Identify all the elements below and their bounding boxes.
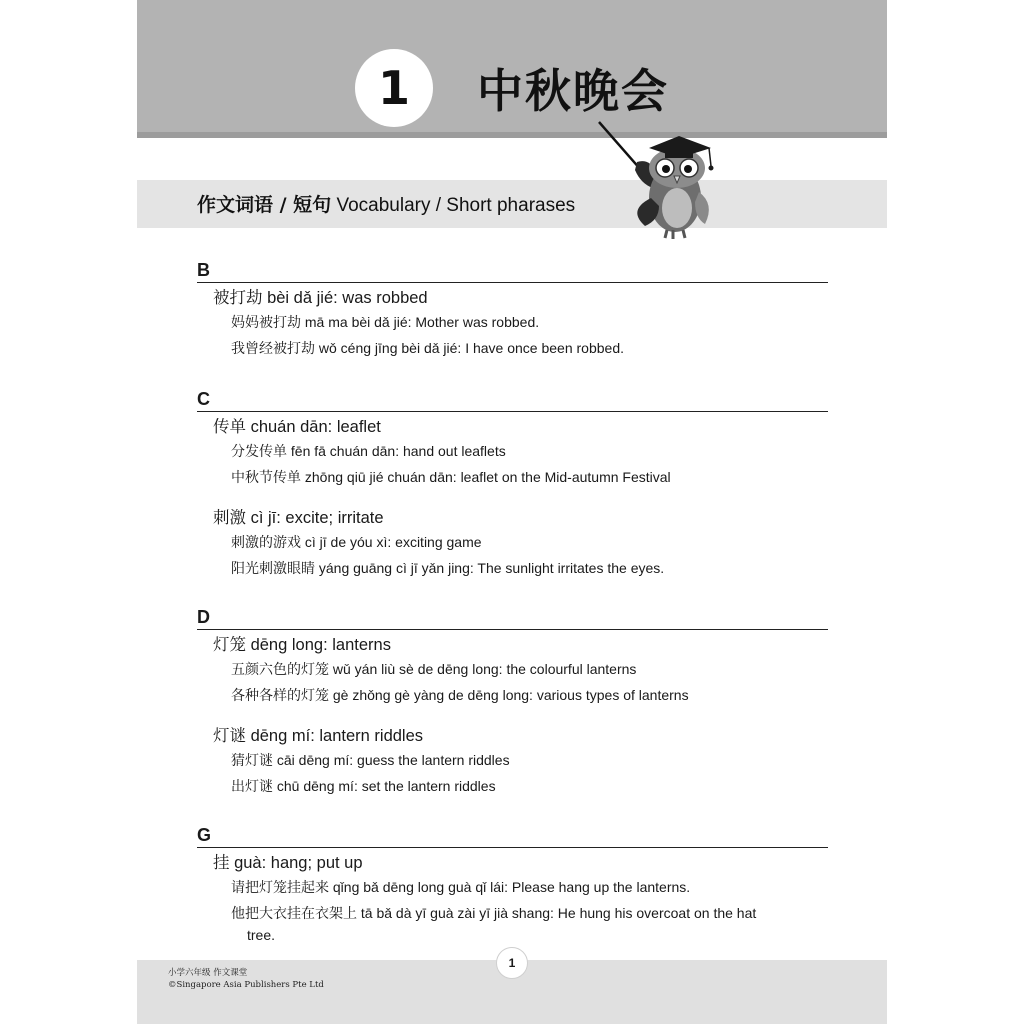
example-translation: wǔ yán liù sè de dēng long: the colourful lanterns bbox=[329, 661, 637, 677]
example-chinese: 他把大衣挂在衣架上 bbox=[231, 905, 357, 922]
vocab-heading-english: Vocabulary / Short pharases bbox=[336, 195, 576, 216]
section-letter: C bbox=[197, 388, 828, 412]
vocab-entry bbox=[213, 724, 828, 799]
example-chinese: 分发传单 bbox=[231, 444, 287, 460]
example-line bbox=[231, 336, 828, 362]
example-translation: wǒ céng jīng bèi dǎ jié: I have once been robbed. bbox=[315, 339, 624, 356]
section-c bbox=[197, 388, 828, 581]
example-line bbox=[231, 748, 828, 774]
header-band-edge bbox=[137, 132, 887, 138]
example-chinese: 妈妈被打劫 bbox=[231, 315, 301, 331]
entry-headword: 被打劫 bèi dǎ jié: was robbed bbox=[213, 289, 428, 307]
example-line bbox=[231, 901, 828, 927]
example-line bbox=[231, 875, 828, 901]
example-chinese: 刺激的游戏 bbox=[231, 535, 301, 551]
example-chinese: 出灯谜 bbox=[231, 778, 273, 795]
example-line bbox=[231, 657, 828, 683]
example-chinese: 五颜六色的灯笼 bbox=[231, 662, 329, 678]
entry-headword: 灯谜 dēng mí: lantern riddles bbox=[213, 727, 424, 745]
example-chinese: 我曾经被打劫 bbox=[231, 340, 315, 357]
section-g bbox=[197, 824, 828, 944]
entry-headword: 灯笼 dēng long: lanterns bbox=[213, 636, 391, 654]
owl-mascot-icon bbox=[597, 118, 747, 243]
copyright-notice: ©Singapore Asia Publishers Pte Ltd bbox=[168, 980, 324, 990]
example-line bbox=[231, 530, 828, 556]
example-translation: gè zhǒng gè yàng de dēng long: various types of lanterns bbox=[329, 686, 689, 703]
vocab-entry bbox=[213, 851, 828, 944]
example-line bbox=[231, 774, 828, 800]
example-translation: zhōng qiū jié chuán dān: leaflet on the Mid-autumn Festival bbox=[301, 468, 671, 485]
example-translation: cì jī de yóu xì: exciting game bbox=[301, 534, 482, 550]
example-chinese: 中秋节传单 bbox=[231, 469, 301, 486]
example-translation: yáng guāng cì jī yǎn jing: The sunlight irritates the eyes. bbox=[315, 559, 665, 576]
vocab-entry bbox=[213, 633, 828, 708]
example-translation: chū dēng mí: set the lantern riddles bbox=[273, 777, 496, 794]
example-translation: mā ma bèi dǎ jié: Mother was robbed. bbox=[301, 314, 540, 330]
example-line bbox=[231, 556, 828, 582]
example-translation: qǐng bǎ dēng long guà qǐ lái: Please hang up the lanterns. bbox=[329, 879, 691, 895]
section-letter: G bbox=[197, 824, 828, 848]
example-translation: fēn fā chuán dān: hand out leaflets bbox=[287, 443, 506, 459]
section-d bbox=[197, 606, 828, 799]
chapter-number-badge: 1 bbox=[355, 49, 433, 127]
vocab-heading-chinese: 作文词语 / 短句 bbox=[197, 194, 332, 216]
example-translation: tā bǎ dà yī guà zài yī jià shang: He hung his overcoat on the hat bbox=[357, 904, 757, 921]
vocab-entry bbox=[213, 286, 828, 361]
footer-credits bbox=[168, 967, 324, 991]
section-b bbox=[197, 259, 828, 361]
entry-headword: 挂 guà: hang; put up bbox=[213, 854, 363, 872]
vocab-entry bbox=[213, 506, 828, 581]
example-line bbox=[231, 683, 828, 709]
example-line bbox=[231, 310, 828, 336]
example-chinese: 各种各样的灯笼 bbox=[231, 687, 329, 704]
entry-headword: 传单 chuán dān: leaflet bbox=[213, 418, 381, 436]
example-continuation: tree. bbox=[247, 927, 276, 943]
vocab-entry bbox=[213, 415, 828, 490]
example-line bbox=[231, 439, 828, 465]
book-title: 小学六年级 作文课堂 bbox=[168, 968, 248, 978]
example-chinese: 猜灯谜 bbox=[231, 753, 273, 769]
example-line bbox=[231, 465, 828, 491]
example-chinese: 请把灯笼挂起来 bbox=[231, 880, 329, 896]
entry-headword: 刺激 cì jī: excite; irritate bbox=[213, 509, 384, 527]
page bbox=[137, 0, 887, 1024]
page-number: 1 bbox=[496, 947, 528, 979]
section-letter: D bbox=[197, 606, 828, 630]
example-translation: cāi dēng mí: guess the lantern riddles bbox=[273, 752, 510, 768]
chapter-title: 中秋晚会 bbox=[477, 64, 669, 118]
vocab-heading bbox=[197, 190, 575, 217]
section-letter: B bbox=[197, 259, 828, 283]
example-chinese: 阳光刺激眼睛 bbox=[231, 560, 315, 577]
